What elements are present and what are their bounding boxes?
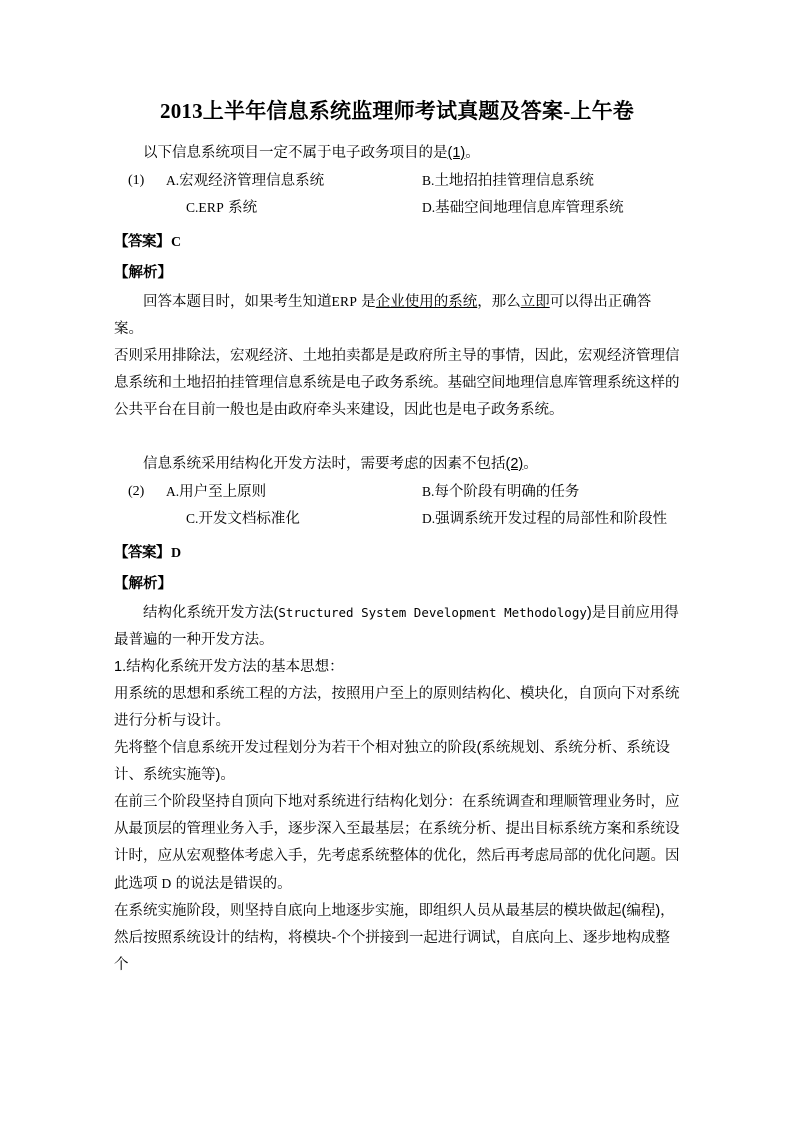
- question-2-analysis-p1: [114, 599, 680, 654]
- option-d-letter: D.: [422, 200, 436, 215]
- question-block-2: [114, 451, 680, 979]
- analysis-text-b: 是: [361, 294, 376, 310]
- question-2-analysis-p2: 1.结构化系统开发方法的基本思想：: [114, 659, 344, 675]
- option-a-letter: A.: [166, 484, 180, 499]
- option-b-letter: B.: [422, 173, 435, 188]
- question-2-analysis-label: 【解析】: [114, 576, 172, 592]
- question-2-analysis-p6: 在系统实施阶段，则坚持自底向上地逐步实施，即组织人员从最基层的模块做起(编程)，然后按照系统设计的结构，将模块-个个拼接到一起进行调试，自底向上、逐步地构成整个: [114, 903, 675, 973]
- answer-value: C: [171, 235, 182, 250]
- analysis-text-b: )是目前应用得最普遍的一种开发方法。: [114, 605, 679, 648]
- answer-value: D: [171, 546, 182, 561]
- question-2-options-row-ab: [114, 478, 680, 505]
- option-a-text: 用户至上原则: [179, 484, 267, 500]
- section-spacer: [114, 424, 680, 451]
- analysis-text-a: 结构化系统开发方法(: [143, 605, 279, 621]
- question-1-option-d[interactable]: [422, 194, 624, 222]
- option-c-letter: C.: [186, 200, 199, 215]
- analysis-term-erp: ERP: [331, 294, 358, 309]
- analysis-text-b: 的说法是错误的。: [175, 876, 292, 892]
- option-c-text: 系统: [228, 200, 258, 216]
- option-c-term: ERP: [198, 200, 225, 215]
- question-2-options-row-cd: [114, 505, 680, 532]
- question-1-option-a[interactable]: [166, 167, 324, 195]
- analysis-underline-1: 企业使用的系统: [375, 294, 478, 310]
- option-c-letter: C.: [186, 511, 199, 526]
- question-1-analysis-p1: [114, 288, 680, 343]
- option-d-text: 基础空间地理信息库管理系统: [435, 200, 624, 216]
- question-2-analysis-p3: 用系统的思想和系统工程的方法，按照用户至上的原则结构化、模块化，自顶向下对系统进行分析与设计。: [114, 686, 680, 729]
- answer-label: 【答案】: [114, 234, 170, 250]
- question-1-blank: (1): [447, 145, 466, 161]
- question-2-analysis-p4: 先将整个信息系统开发过程划分为若干个相对独立的阶段(系统规划、系统分析、系统设计、系统实施等)。: [114, 740, 670, 783]
- question-1-answer-line: [114, 227, 680, 258]
- question-1-analysis-p2: 否则采用排除法，宏观经济、土地拍卖都是是政府所主导的事情，因此，宏观经济管理信息系统和土地招拍挂管理信息系统是电子政务系统。基础空间地理信息库管理系统这样的公共平台在目前一般也是由政府牵头来建设，因此也是电子政务系统。: [114, 348, 680, 418]
- question-1-option-b[interactable]: [422, 167, 594, 195]
- question-1-number: (1): [128, 173, 145, 188]
- question-1-stem: [114, 140, 680, 167]
- question-1-options-row-cd: [114, 194, 680, 221]
- question-2-option-b[interactable]: [422, 478, 579, 506]
- question-1-analysis-label: 【解析】: [114, 265, 172, 281]
- question-1-stem-tail: 。: [465, 145, 480, 161]
- document-content: [114, 96, 680, 979]
- option-d-text: 强调系统开发过程的局部性和阶段性: [435, 511, 668, 527]
- question-block-1: [114, 140, 680, 424]
- option-a-letter: A.: [166, 173, 180, 188]
- option-c-text: 开发文档标准化: [198, 511, 300, 527]
- question-1-stem-text: 以下信息系统项目一定不属于电子政务项目的是: [143, 145, 448, 161]
- option-a-text: 宏观经济管理信息系统: [179, 173, 325, 189]
- option-b-letter: B.: [422, 484, 435, 499]
- option-b-text: 每个阶段有明确的任务: [434, 484, 580, 500]
- analysis-text-d: 可以得出正确答案。: [114, 294, 652, 337]
- question-2-answer-line: [114, 538, 680, 569]
- question-1-option-c[interactable]: [186, 194, 257, 222]
- question-2-stem-text: 信息系统采用结构化开发方法时，需要考虑的因素不包括: [143, 456, 506, 472]
- analysis-text-c: ，那么: [477, 294, 521, 310]
- answer-label: 【答案】: [114, 545, 170, 561]
- analysis-term-ssdm: Structured System Development Methodology: [278, 605, 587, 620]
- analysis-text-a: 在前三个阶段坚持自顶向下地对系统进行结构化划分：在系统调查和理顺管理业务时，应从最顶层的管理业务入手，逐步深入至最基层；在系统分析、提出目标系统方案和系统设计时，应从宏观整体考虑入手，先考虑系统整体的优化，然后再考虑局部的优化问题。因此选项: [114, 794, 680, 892]
- question-2-option-c[interactable]: [186, 505, 300, 533]
- question-2-analysis-p5: [114, 789, 680, 898]
- question-2-stem: [114, 451, 680, 478]
- question-2-option-a[interactable]: [166, 478, 266, 506]
- analysis-text-a: 回答本题目时，如果考生知道: [143, 294, 332, 310]
- question-2-number: (2): [128, 484, 145, 499]
- option-d-letter: D.: [422, 511, 436, 526]
- question-2-stem-tail: 。: [523, 456, 538, 472]
- analysis-option-letter: D: [161, 876, 172, 891]
- page-title: 2013上半年信息系统监理师考试真题及答案-上午卷: [160, 99, 634, 123]
- question-2-blank: (2): [505, 456, 524, 472]
- option-b-text: 土地招拍挂管理信息系统: [434, 173, 594, 189]
- analysis-underline-2: 立即: [520, 294, 550, 310]
- question-1-options-row-ab: [114, 167, 680, 194]
- question-2-option-d[interactable]: [422, 505, 667, 533]
